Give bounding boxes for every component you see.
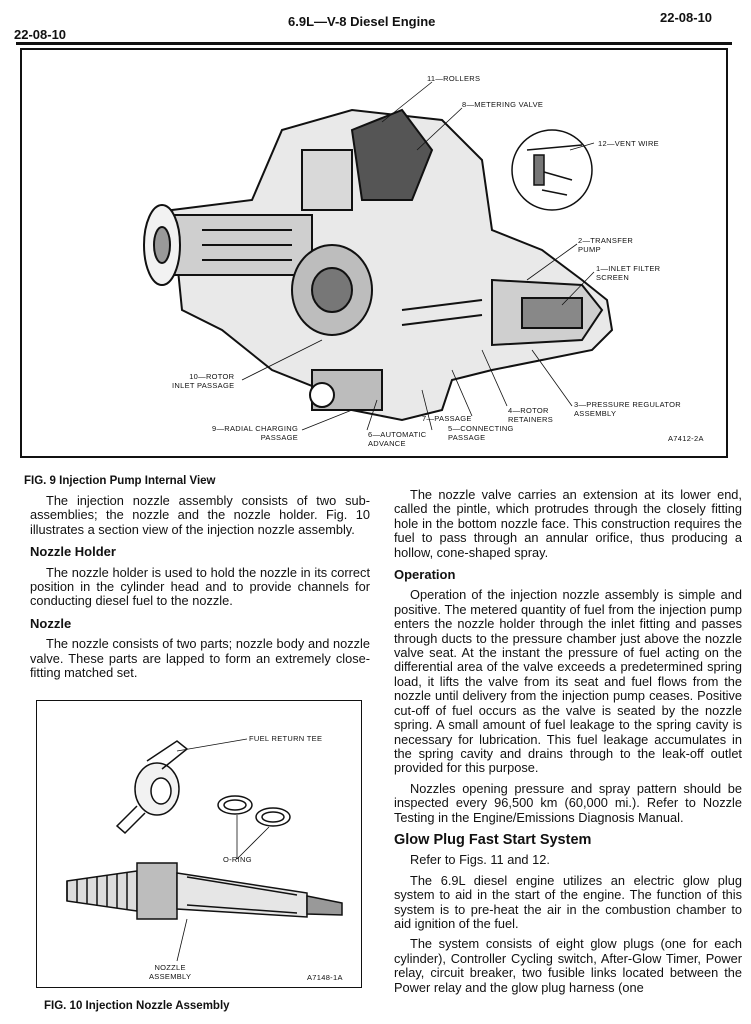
page-number-left: 22-08-10 (14, 27, 67, 42)
left-column (30, 494, 370, 686)
label-nozzle-assembly: NOZZLE ASSEMBLY (149, 963, 192, 981)
nozzle-paragraph: The nozzle consists of two parts; nozzle body and nozzle valve. These parts are lapped to form an extremely close-fitting matched set. (30, 636, 370, 681)
inspection-paragraph: Nozzles opening pressure and spray pattern should be inspected every 96,500 km (60,000 mi.). Refer to Nozzle Testing in the Engine/Emissions Diagnosis Manual. (394, 780, 742, 825)
label-metering-valve: 8—METERING VALVE (462, 100, 544, 109)
figure-code: A7412-2A (668, 434, 704, 443)
label-transfer-pump: 2—TRANSFER PUMP (578, 236, 634, 254)
nozzle-holder-paragraph: The nozzle holder is used to hold the nozzle in its correct position in the cylinder head and to provide channels for conducting diesel fuel to the nozzle. (30, 564, 370, 609)
injection-nozzle-illustration (37, 701, 362, 988)
components-paragraph: The system consists of eight glow plugs (one for each cylinder), Controller Cycling switch, After-Glow Timer, Power relay, circuit breaker, two fusible links located between the Power relay and the glow plug harness (one (394, 936, 742, 995)
right-column (394, 488, 742, 1001)
figure-10-caption: FIG. 10 Injection Nozzle Assembly (44, 1000, 230, 1012)
label-o-ring: O-RING (223, 855, 252, 864)
nozzle-valve-paragraph: The nozzle valve carries an extension at its lower end, called the pintle, which protrudes through the closely fitting hole in the bottom nozzle face. This construction requires the fuel to pass through an annular orifice, thus producing a hollow, cone-shaped spray. (394, 487, 742, 560)
figure-9-injection-pump (20, 48, 728, 458)
label-passage: 7—PASSAGE (422, 414, 472, 423)
label-inlet-filter: 1—INLET FILTER SCREEN (596, 264, 661, 282)
intro-paragraph: The injection nozzle assembly consists of two sub-assemblies; the nozzle and the nozzle holder. Fig. 10 illustrates a section view of the injection nozzle assembly. (30, 493, 370, 537)
refer-paragraph: Refer to Figs. 11 and 12. (410, 852, 550, 868)
label-vent-wire: 12—VENT WIRE (598, 139, 659, 148)
label-pressure-regulator: 3—PRESSURE REGULATOR ASSEMBLY (574, 400, 681, 418)
label-connecting-passage: 5—CONNECTING PASSAGE (448, 424, 514, 442)
label-fuel-return-tee: FUEL RETURN TEE (249, 734, 323, 743)
glow-plug-paragraph: The 6.9L diesel engine utilizes an electric glow plug system to aid in the start of the engine. The function of this system is to pre-heat the air in the combustion chamber to aid ignition of the fuel. (394, 872, 742, 931)
label-rotor-inlet: 10—ROTOR INLET PASSAGE (172, 372, 235, 390)
label-radial-charging: 9—RADIAL CHARGING PASSAGE (212, 424, 299, 442)
header-rule (16, 42, 732, 45)
glow-plug-heading: Glow Plug Fast Start System (394, 831, 592, 848)
nozzle-heading: Nozzle (30, 615, 72, 631)
page-title: 6.9L—V-8 Diesel Engine (288, 14, 436, 29)
injection-pump-illustration (22, 50, 728, 458)
label-rollers: 11—ROLLERS (427, 74, 481, 83)
operation-heading: Operation (394, 567, 456, 583)
figure-10-code: A7148-1A (307, 973, 343, 982)
label-automatic-advance: 6—AUTOMATIC ADVANCE (368, 430, 427, 448)
figure-9-caption: FIG. 9 Injection Pump Internal View (24, 475, 216, 487)
figure-10-injection-nozzle (36, 700, 362, 988)
nozzle-holder-heading: Nozzle Holder (30, 544, 116, 560)
label-rotor-retainers: 4—ROTOR RETAINERS (508, 406, 554, 424)
operation-paragraph: Operation of the injection nozzle assembly is simple and positive. The metered quantity of fuel from the injection pump enters the nozzle holder through the inlet fitting and passes through ducts to the pressure chamber just above the nozzle valve seat. At the instant the pressure of fuel acting on the differential area of the valve exceeds a predetermined spring load, it lifts the valve from its seat and fuel flows from the nozzle until delivery from the injection pump ceases. Positive cut-off of fuel occurs as the valve is seated by the nozzle spring. A small amount of fuel leakage to the spring cavity is necessary for lubrication. This fuel leakage accumulates in the spring cavity and drains through to the leak-off outlet provided for this purpose. (394, 587, 742, 776)
page-number-right: 22-08-10 (660, 10, 713, 25)
